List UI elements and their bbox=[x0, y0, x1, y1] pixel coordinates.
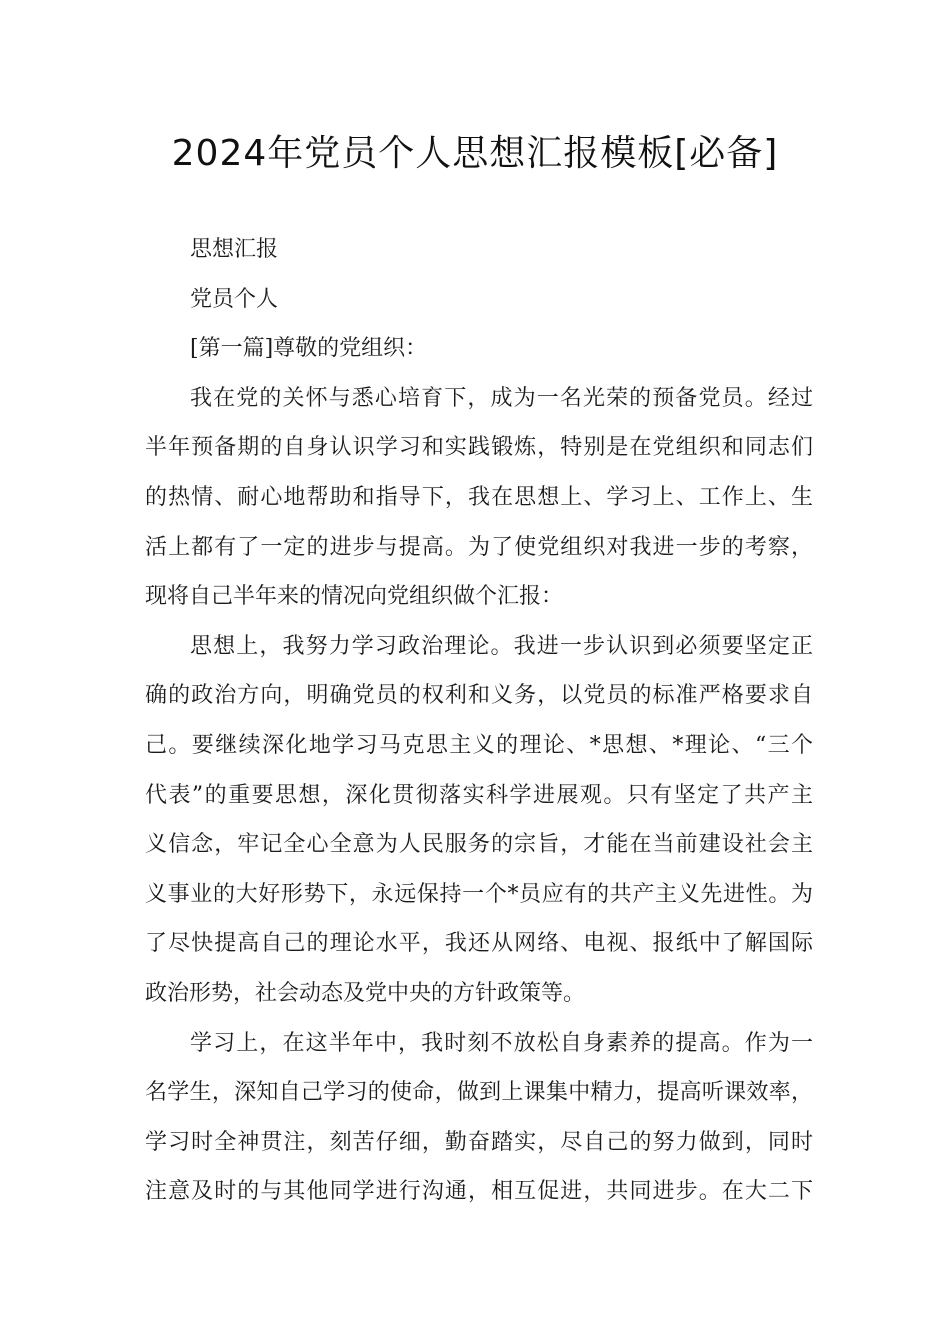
paragraph-line: 名学生，深知自己学习的使命，做到上课集中精力，提高听课效率， bbox=[145, 1080, 813, 1106]
paragraph-line: 我在党的关怀与悉心培育下，成为一名光荣的预备党员。经过 bbox=[190, 385, 813, 411]
paragraph-line: 学习时全神贯注，刻苦仔细，勤奋踏实，尽自己的努力做到，同时 bbox=[145, 1129, 813, 1155]
paragraph-line: 学习上，在这半年中，我时刻不放松自身素养的提高。作为一 bbox=[190, 1030, 813, 1056]
section-heading: 思想汇报 bbox=[190, 237, 279, 262]
paragraph-line: 义信念，牢记全心全意为人民服务的宗旨，才能在当前建设社会主 bbox=[145, 832, 813, 858]
paragraph-line: 代表”的重要思想，深化贯彻落实科学进展观。只有坚定了共产主 bbox=[145, 782, 813, 808]
paragraph-line: 活上都有了一定的进步与提高。为了使党组织对我进一步的考察， bbox=[145, 534, 813, 560]
paragraph-line: 现将自己半年来的情况向党组织做个汇报： bbox=[145, 584, 564, 610]
paragraph-line: 思想上，我努力学习政治理论。我进一步认识到必须要坚定正 bbox=[190, 633, 813, 659]
document-body bbox=[145, 225, 813, 1217]
paragraph-line: 了尽快提高自己的理论水平，我还从网络、电视、报纸中了解国际 bbox=[145, 931, 813, 957]
paragraph-line: 确的政治方向，明确党员的权利和义务，以党员的标准严格要求自 bbox=[145, 683, 813, 709]
salutation: [第一篇]尊敬的党组织： bbox=[190, 336, 428, 362]
paragraph-line: 半年预备期的自身认识学习和实践锻炼，特别是在党组织和同志们 bbox=[145, 435, 813, 461]
paragraph-line: 义事业的大好形势下，永远保持一个*员应有的共产主义先进性。为 bbox=[145, 881, 813, 907]
paragraph-line: 政治形势，社会动态及党中央的方针政策等。 bbox=[145, 980, 586, 1006]
document-title: 2024年党员个人思想汇报模板[必备] bbox=[171, 133, 779, 174]
paragraph-line: 的热情、耐心地帮助和指导下，我在思想上、学习上、工作上、生 bbox=[145, 484, 813, 510]
paragraph-line: 注意及时的与其他同学进行沟通，相互促进，共同进步。在大二下 bbox=[145, 1179, 813, 1205]
paragraph-line: 己。要继续深化地学习马克思主义的理论、*思想、*理论、“三个 bbox=[145, 732, 813, 758]
section-subheading: 党员个人 bbox=[190, 286, 279, 312]
